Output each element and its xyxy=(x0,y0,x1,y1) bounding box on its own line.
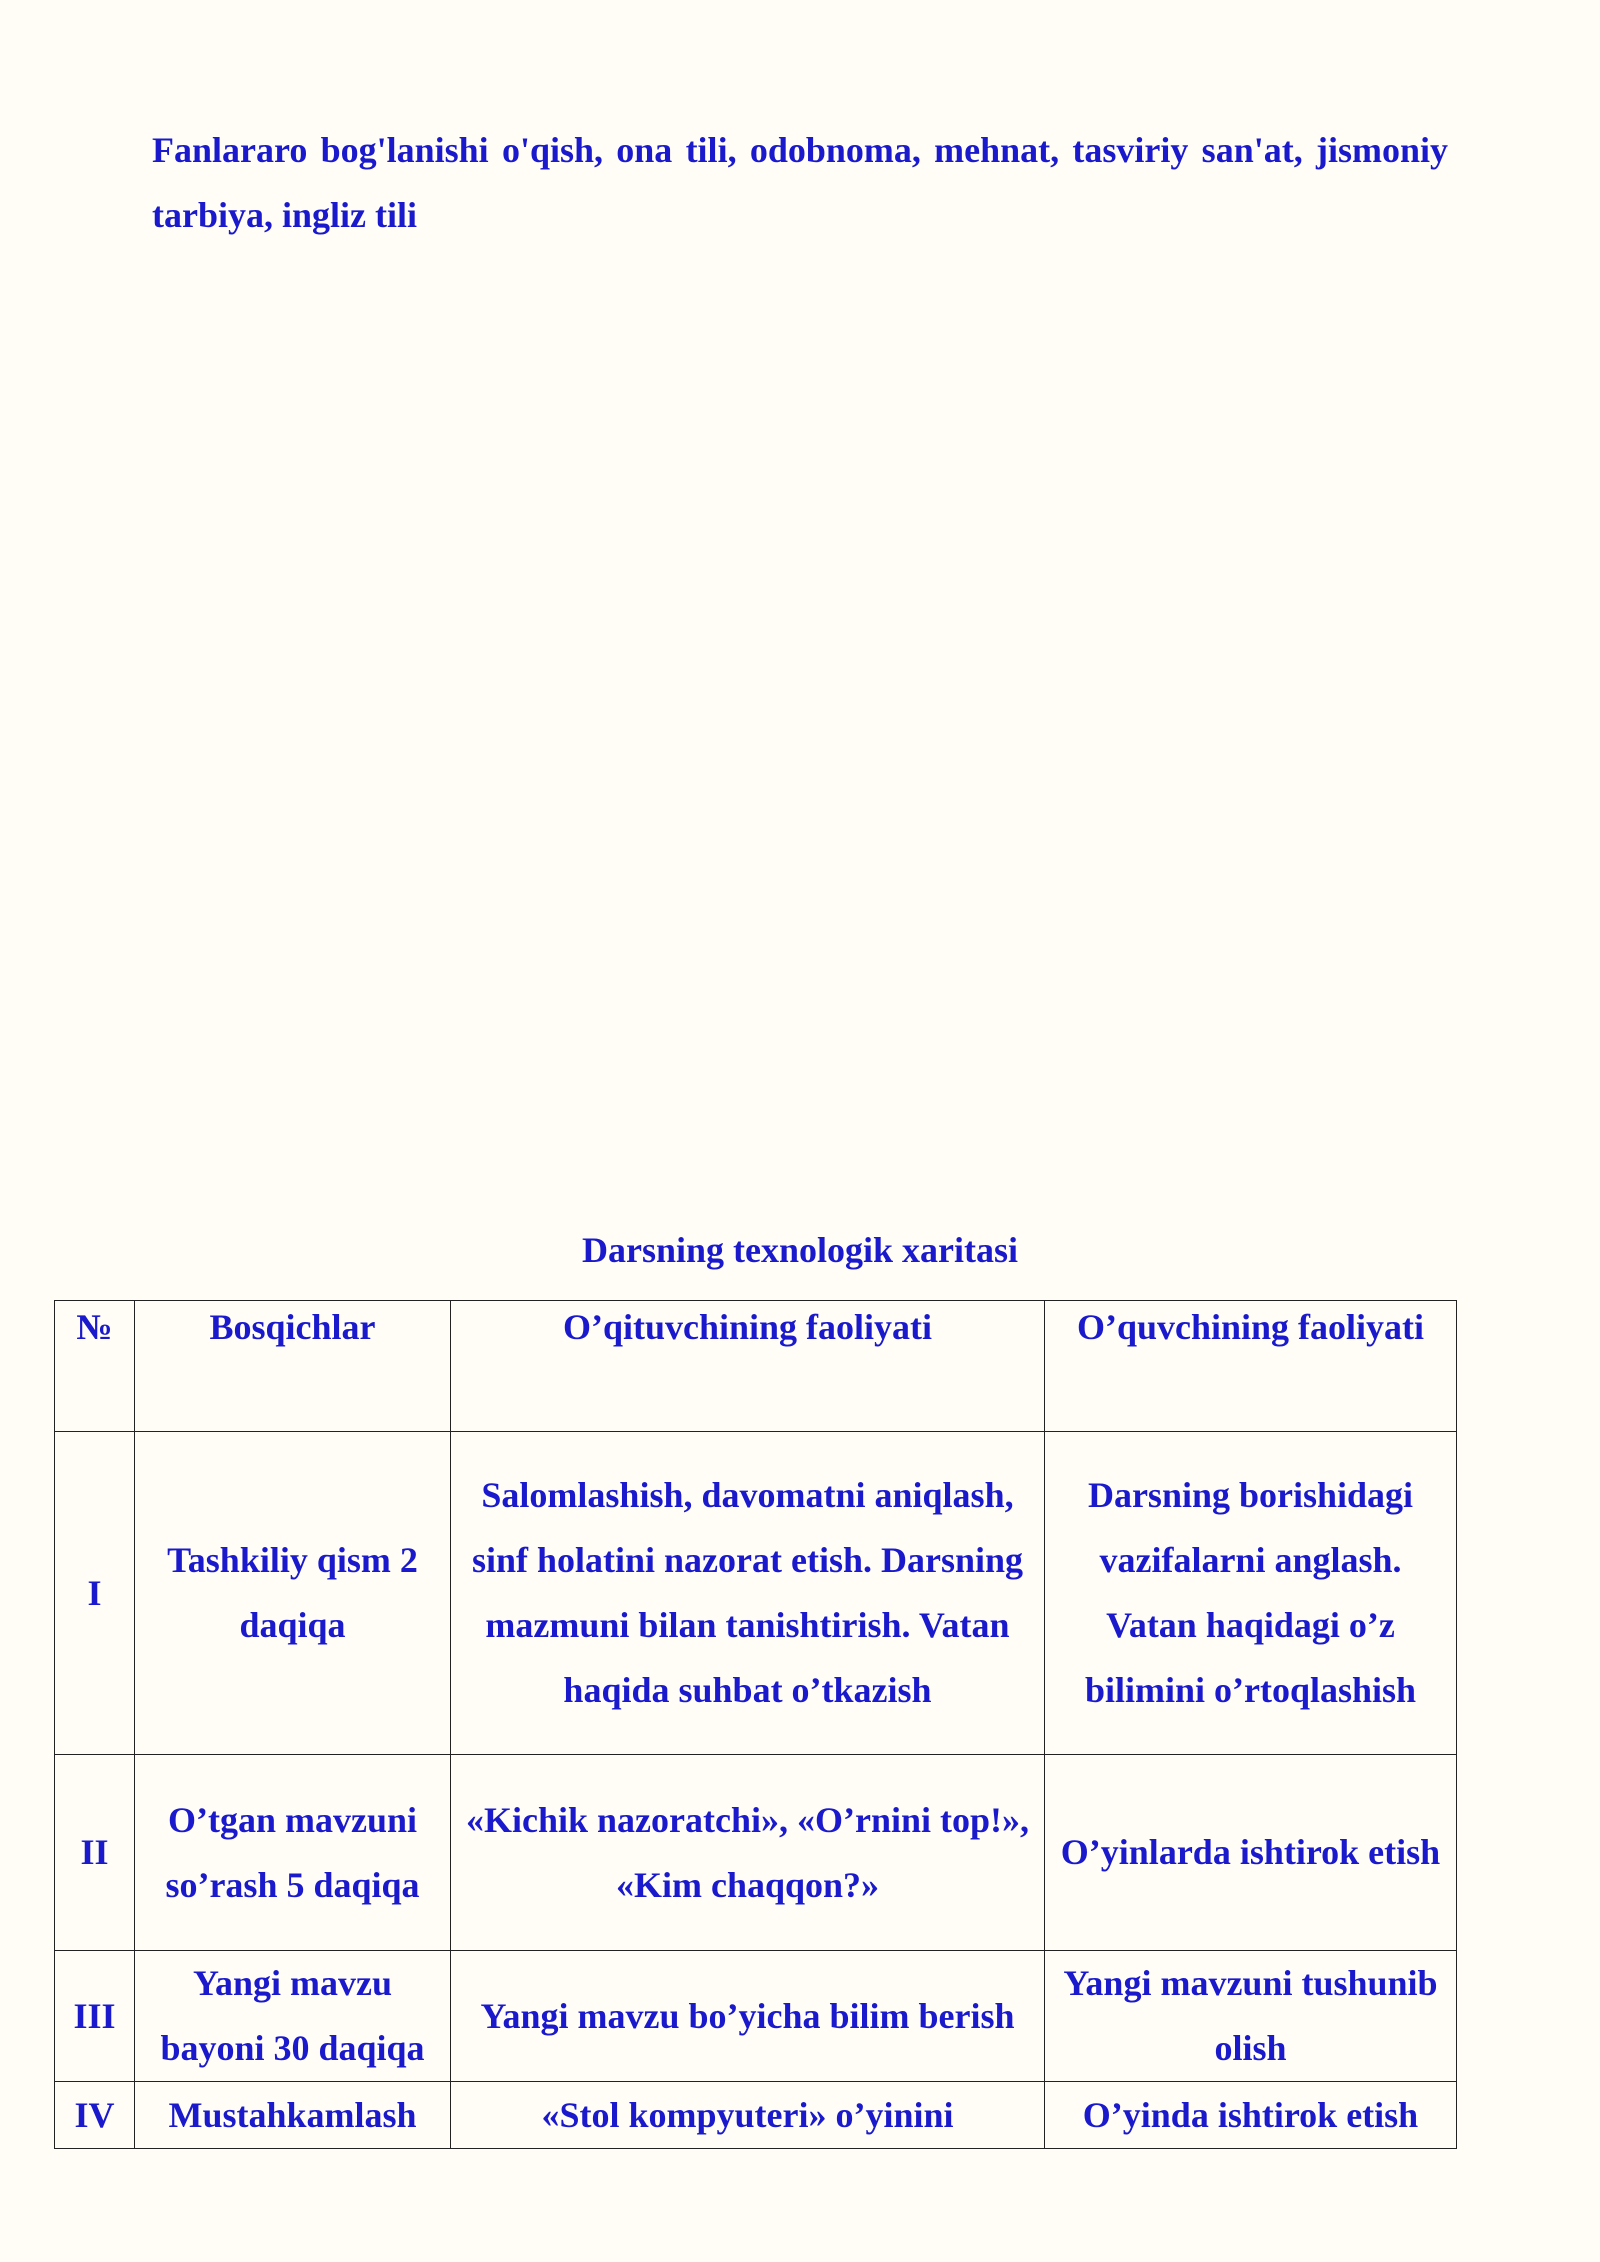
header-student-activity: O’quvchining faoliyati xyxy=(1045,1301,1457,1432)
stage-cell: Tashkiliy qism 2 daqiqa xyxy=(135,1432,451,1755)
stage-cell: O’tgan mavzuni so’rash 5 daqiqa xyxy=(135,1755,451,1951)
row-number: I xyxy=(55,1432,135,1755)
student-activity-cell: O’yinda ishtirok etish xyxy=(1045,2082,1457,2149)
teacher-activity-cell xyxy=(451,1755,1045,1951)
stage-cell: Yangi mavzu bayoni 30 daqiqa xyxy=(135,1951,451,2082)
row-number: III xyxy=(55,1951,135,2082)
teacher-activity-line: «Kim chaqqon?» xyxy=(615,1864,880,1905)
teacher-activity-cell: Yangi mavzu bo’yicha bilim berish xyxy=(451,1951,1045,2082)
teacher-activity-line: «Kichik nazoratchi», «O’rnini top!», xyxy=(465,1799,1029,1840)
intro-paragraph: Fanlararo bog'lanishi o'qish, ona tili, odobnoma, mehnat, tasviriy san'at, jismoniy tarbiya, ingliz tili xyxy=(152,130,1448,235)
table-title: Darsning texnologik xaritasi xyxy=(581,1230,1019,1270)
teacher-activity-cell: Salomlashish, davomatni aniqlash, sinf holatini nazorat etish. Darsning mazmuni bilan tanishtirish. Vatan haqida suhbat o’tkazish xyxy=(451,1432,1045,1755)
student-activity-cell: Darsning borishidagi vazifalarni anglash. Vatan haqidagi o’z bilimini o’rtoqlashish xyxy=(1045,1432,1457,1755)
row-number: IV xyxy=(55,2082,135,2149)
table-row xyxy=(55,1755,1457,1951)
lesson-technology-map-table xyxy=(54,1300,1457,2149)
table-header-row xyxy=(55,1301,1457,1432)
table-row xyxy=(55,1432,1457,1755)
teacher-activity-cell: «Stol kompyuteri» o’yinini xyxy=(451,2082,1045,2149)
table-row xyxy=(55,2082,1457,2149)
header-teacher-activity: O’qituvchining faoliyati xyxy=(451,1301,1045,1432)
table-row xyxy=(55,1951,1457,2082)
student-activity-cell: O’yinlarda ishtirok etish xyxy=(1045,1755,1457,1951)
student-activity-cell: Yangi mavzuni tushunib olish xyxy=(1045,1951,1457,2082)
header-number: № xyxy=(55,1301,135,1432)
stage-cell: Mustahkamlash xyxy=(135,2082,451,2149)
header-stages: Bosqichlar xyxy=(135,1301,451,1432)
row-number: II xyxy=(55,1755,135,1951)
